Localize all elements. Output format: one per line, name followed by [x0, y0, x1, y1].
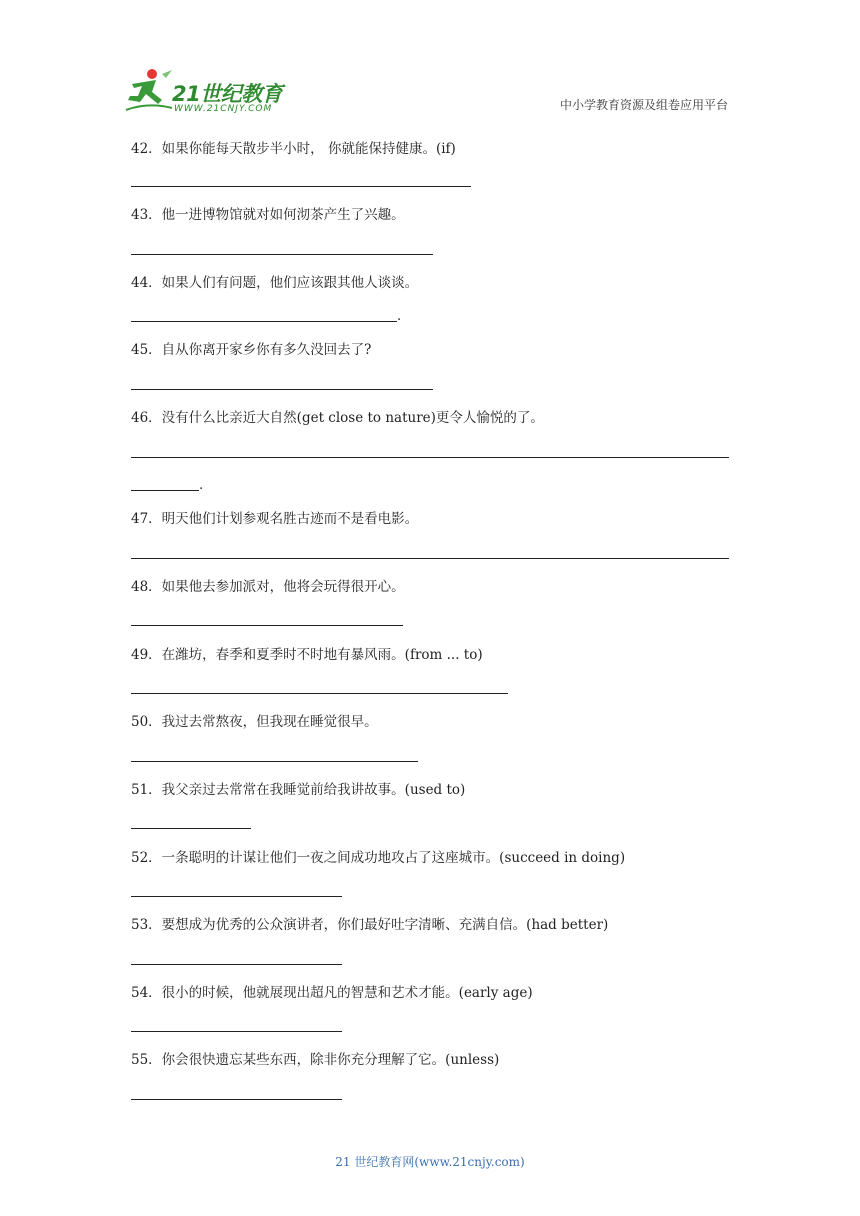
answer-line-53[interactable] [131, 964, 342, 965]
answer-line-46a[interactable] [131, 457, 729, 458]
question-47: 47．明天他们计划参观名胜古迹而不是看电影。 [131, 511, 419, 527]
answer-line-51[interactable] [131, 828, 251, 829]
answer-line-48[interactable] [131, 625, 403, 626]
question-45: 45．自从你离开家乡你有多久没回去了? [131, 342, 372, 358]
answer-line-44[interactable] [131, 321, 397, 322]
question-55: 55．你会很快遗忘某些东西，除非你充分理解了它。(unless) [131, 1052, 500, 1068]
question-42: 42．如果你能每天散步半小时， 你就能保持健康。(if) [131, 141, 456, 157]
page-header [0, 0, 860, 130]
question-43: 43．他一进博物馆就对如何沏茶产生了兴趣。 [131, 207, 405, 223]
answer-line-52[interactable] [131, 896, 342, 897]
answer-line-49[interactable] [131, 693, 508, 694]
question-46: 46．没有什么比亲近大自然(get close to nature)更令人愉悦的了。 [131, 410, 544, 426]
question-44: 44．如果人们有问题，他们应该跟其他人谈谈。 [131, 275, 419, 291]
logo-url: WWW.21CNJY.COM [174, 104, 273, 114]
question-54: 54．很小的时候，他就展现出超凡的智慧和艺术才能。(early age) [131, 985, 533, 1001]
answer-line-45[interactable] [131, 389, 433, 390]
question-53: 53．要想成为优秀的公众演讲者，你们最好吐字清晰、充满自信。(had better) [131, 917, 609, 933]
answer-line-42[interactable] [131, 186, 471, 187]
answer-line-47[interactable] [131, 558, 729, 559]
question-51: 51．我父亲过去常常在我睡觉前给我讲故事。(used to) [131, 782, 466, 798]
question-48: 48．如果他去参加派对，他将会玩得很开心。 [131, 579, 405, 595]
question-52: 52．一条聪明的计谋让他们一夜之间成功地攻占了这座城市。(succeed in doing) [131, 850, 626, 866]
question-50: 50．我过去常熬夜，但我现在睡觉很早。 [131, 714, 378, 730]
answer-line-50[interactable] [131, 761, 418, 762]
header-tagline: 中小学教育资源及组卷应用平台 [559, 98, 728, 112]
answer-line-43[interactable] [131, 254, 433, 255]
answer-line-55[interactable] [131, 1099, 342, 1100]
page-footer: 21 世纪教育网(www.21cnjy.com) [335, 1155, 525, 1169]
question-49: 49．在潍坊，春季和夏季时不时地有暴风雨。(from ... to) [131, 647, 483, 663]
runner-logo-icon [122, 66, 174, 114]
logo [122, 66, 292, 116]
logo-text: 21世纪教育 [172, 82, 283, 106]
answer-period: . [397, 309, 402, 324]
answer-line-46b[interactable] [131, 490, 199, 491]
answer-period: . [199, 478, 204, 493]
answer-line-54[interactable] [131, 1031, 342, 1032]
